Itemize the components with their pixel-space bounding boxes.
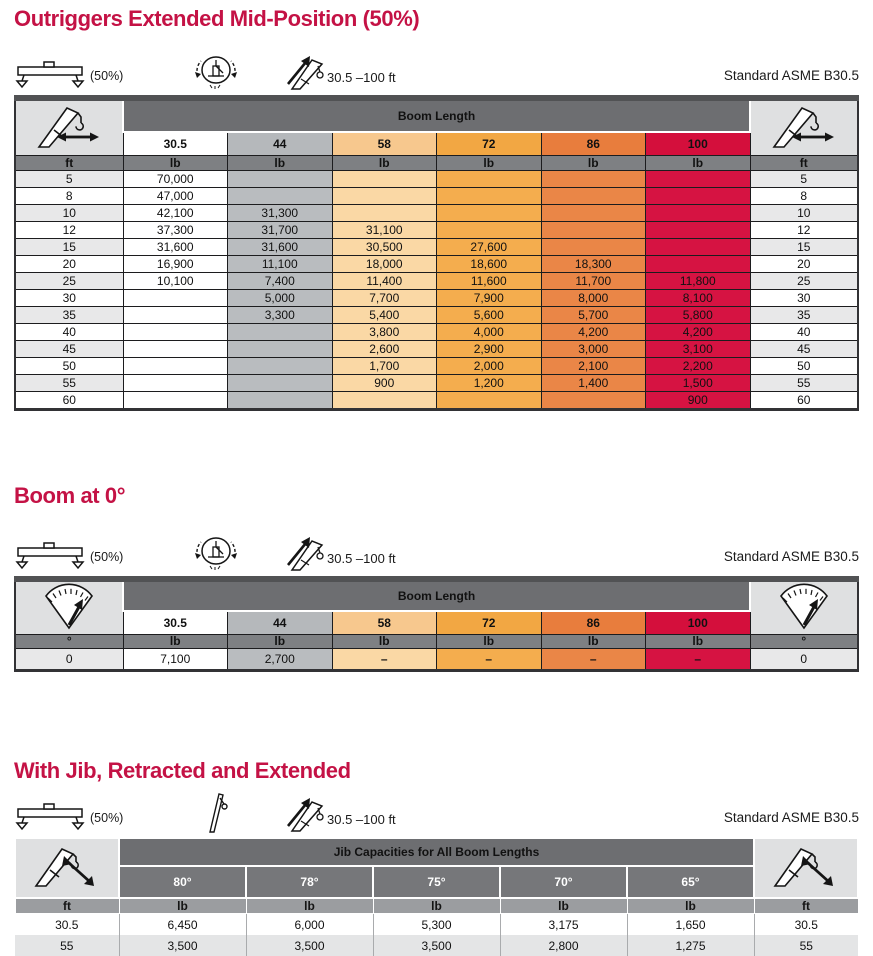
capacity-cell: 3,175 [500,914,627,936]
capacity-cell: 8,100 [646,290,751,307]
side-ft-cell: 55 [15,935,119,956]
side-ft-cell: 55 [15,375,123,392]
capacity-cell: 70,000 [123,171,228,188]
outrigger-percent-label: (50%) [90,550,124,564]
capacity-cell-empty [541,222,646,239]
side-ft-cell: 55 [750,375,858,392]
capacity-cell-empty [123,324,228,341]
side-ft-cell: 12 [750,222,858,239]
icon-strip [14,796,859,834]
side-unit-cell: ft [754,898,858,914]
capacity-cell-empty [228,324,333,341]
side-ft-cell: 40 [15,324,123,341]
outrigger-percent-label: (50%) [90,69,124,83]
outriggers-extended-icon [14,57,90,94]
capacity-cell-empty [437,222,542,239]
boom-range-label: 30.5 –100 ft [327,551,396,566]
capacity-cell-empty [228,188,333,205]
corner-boom-extend-icon [750,98,858,156]
column-header: 75° [373,866,500,898]
side-ft-cell: 15 [15,239,123,256]
side-ft-cell: 35 [750,307,858,324]
capacity-cell: 3,800 [332,324,437,341]
capacity-cell: 1,700 [332,358,437,375]
unit-cell: lb [123,635,228,649]
capacity-cell-empty [437,392,542,410]
boom-range-icon [282,54,328,97]
capacity-cell: 3,000 [541,341,646,358]
side-ft-cell: 45 [15,341,123,358]
unit-cell: lb [123,156,228,171]
capacity-cell: 27,600 [437,239,542,256]
side-ft-cell: 0 [15,649,123,671]
column-header: 72 [437,132,542,156]
corner-boom-angle-icon [750,579,858,635]
corner-boom-angle-icon [15,579,123,635]
capacity-table-mount [14,95,859,411]
capacity-cell: 4,200 [646,324,751,341]
capacity-cell: 3,500 [119,935,246,956]
column-header: 30.5 [123,611,228,635]
capacity-cell: 5,000 [228,290,333,307]
capacity-cell: 31,600 [123,239,228,256]
capacity-cell-empty [123,307,228,324]
unit-cell: lb [541,156,646,171]
section-boom-at-0 [14,411,859,672]
unit-cell: lb [373,898,500,914]
side-ft-cell: 5 [750,171,858,188]
load-chart-table [14,95,859,411]
unit-cell: lb [246,898,373,914]
section-with-jib [14,672,859,956]
capacity-cell: 1,650 [627,914,754,936]
side-ft-cell: 35 [15,307,123,324]
capacity-cell-empty [437,205,542,222]
capacity-cell: 11,800 [646,273,751,290]
standard-label: Standard ASME B30.5 [723,549,859,564]
capacity-cell: 5,700 [541,307,646,324]
capacity-cell-empty [541,171,646,188]
corner-boom-extend-icon [15,98,123,156]
capacity-cell: 2,100 [541,358,646,375]
capacity-cell-empty [541,239,646,256]
capacity-cell-empty [228,358,333,375]
side-ft-cell: 10 [15,205,123,222]
side-unit-cell: ° [750,635,858,649]
capacity-cell: 7,900 [437,290,542,307]
capacity-cell-empty [123,290,228,307]
side-ft-cell: 8 [750,188,858,205]
capacity-cell: 11,600 [437,273,542,290]
capacity-cell: 2,200 [646,358,751,375]
capacity-cell-empty [646,239,751,256]
side-ft-cell: 30.5 [15,914,119,936]
side-ft-cell: 0 [750,649,858,671]
capacity-cell: 3,100 [646,341,751,358]
capacity-cell-empty [646,188,751,205]
side-ft-cell: 30 [750,290,858,307]
column-header: 58 [332,611,437,635]
capacity-cell: 2,600 [332,341,437,358]
column-header: 100 [646,611,751,635]
side-ft-cell: 30.5 [754,914,858,936]
capacity-cell-empty [541,205,646,222]
section-outriggers-mid-position [14,0,859,411]
column-header: 44 [228,132,333,156]
capacity-cell: 31,300 [228,205,333,222]
capacity-cell: 900 [332,375,437,392]
side-unit-cell: ft [15,898,119,914]
capacity-cell: 7,400 [228,273,333,290]
column-header: 86 [541,611,646,635]
side-ft-cell: 55 [754,935,858,956]
capacity-cell: 2,900 [437,341,542,358]
table-band-header: Boom Length [123,579,750,611]
column-header: 58 [332,132,437,156]
capacity-cell: – [437,649,542,671]
side-ft-cell: 5 [15,171,123,188]
capacity-cell-empty [646,205,751,222]
capacity-cell: 11,400 [332,273,437,290]
capacity-cell-empty [332,392,437,410]
side-ft-cell: 40 [750,324,858,341]
capacity-cell: 31,100 [332,222,437,239]
capacity-cell: 18,300 [541,256,646,273]
capacity-cell: 3,500 [373,935,500,956]
unit-cell: lb [228,156,333,171]
capacity-cell: 3,300 [228,307,333,324]
capacity-cell: – [541,649,646,671]
side-unit-cell: ft [750,156,858,171]
capacity-cell-empty [123,341,228,358]
standard-label: Standard ASME B30.5 [723,68,859,83]
capacity-cell-empty [646,171,751,188]
capacity-cell: 30,500 [332,239,437,256]
column-header: 70° [500,866,627,898]
outriggers-extended-icon [14,799,90,836]
capacity-cell: 11,700 [541,273,646,290]
section-title: Boom at 0° [14,483,126,508]
capacity-cell: 5,800 [646,307,751,324]
capacity-cell: 7,100 [123,649,228,671]
jib-icon [202,788,232,839]
icon-strip [14,54,859,92]
swing-360-icon [192,535,240,576]
unit-cell: lb [627,898,754,914]
capacity-cell: 2,000 [437,358,542,375]
unit-cell: lb [119,898,246,914]
unit-cell: lb [228,635,333,649]
capacity-cell: 37,300 [123,222,228,239]
side-unit-cell: ° [15,635,123,649]
unit-cell: lb [646,156,751,171]
capacity-cell-empty [541,188,646,205]
capacity-cell: 1,200 [437,375,542,392]
capacity-cell: 5,400 [332,307,437,324]
capacity-table-mount [14,576,859,672]
capacity-cell: 6,000 [246,914,373,936]
capacity-cell: – [646,649,751,671]
capacity-cell: 7,700 [332,290,437,307]
capacity-cell: – [332,649,437,671]
unit-cell: lb [646,635,751,649]
side-ft-cell: 60 [15,392,123,410]
capacity-cell-empty [541,392,646,410]
column-header: 80° [119,866,246,898]
capacity-cell: 1,500 [646,375,751,392]
capacity-cell: 4,000 [437,324,542,341]
capacity-cell: 3,500 [246,935,373,956]
capacity-cell-empty [646,222,751,239]
side-ft-cell: 25 [15,273,123,290]
boom-range-icon [282,796,328,839]
capacity-cell-empty [646,256,751,273]
capacity-cell: 11,100 [228,256,333,273]
unit-cell: lb [437,635,542,649]
capacity-cell: 900 [646,392,751,410]
unit-cell: lb [541,635,646,649]
capacity-cell-empty [123,358,228,375]
capacity-cell: 1,400 [541,375,646,392]
side-ft-cell: 30 [15,290,123,307]
unit-cell: lb [332,156,437,171]
capacity-cell: 47,000 [123,188,228,205]
side-ft-cell: 25 [750,273,858,290]
capacity-cell: 5,300 [373,914,500,936]
side-ft-cell: 10 [750,205,858,222]
capacity-cell: 18,000 [332,256,437,273]
side-ft-cell: 20 [15,256,123,273]
side-ft-cell: 15 [750,239,858,256]
capacity-cell-empty [437,188,542,205]
column-header: 86 [541,132,646,156]
section-title: With Jib, Retracted and Extended [14,758,351,783]
capacity-cell-empty [228,375,333,392]
capacity-cell-empty [437,171,542,188]
standard-label: Standard ASME B30.5 [723,810,859,825]
unit-cell: lb [437,156,542,171]
outriggers-extended-icon [14,538,90,575]
outrigger-percent-label: (50%) [90,811,124,825]
capacity-cell: 4,200 [541,324,646,341]
capacity-cell-empty [228,341,333,358]
load-chart-table [14,576,859,672]
side-unit-cell: ft [15,156,123,171]
side-ft-cell: 8 [15,188,123,205]
boom-range-label: 30.5 –100 ft [327,812,396,827]
capacity-cell: 5,600 [437,307,542,324]
column-header: 72 [437,611,542,635]
capacity-cell-empty [228,392,333,410]
capacity-cell: 2,700 [228,649,333,671]
capacity-cell: 10,100 [123,273,228,290]
capacity-cell: 31,700 [228,222,333,239]
capacity-cell-empty [332,188,437,205]
side-ft-cell: 60 [750,392,858,410]
side-ft-cell: 20 [750,256,858,273]
boom-range-icon [282,535,328,578]
capacity-cell: 6,450 [119,914,246,936]
column-header: 30.5 [123,132,228,156]
capacity-cell: 2,800 [500,935,627,956]
capacity-cell: 31,600 [228,239,333,256]
icon-strip [14,535,859,573]
column-header: 44 [228,611,333,635]
side-ft-cell: 50 [750,358,858,375]
capacity-cell-empty [332,171,437,188]
capacity-table-mount [14,837,859,956]
capacity-cell: 42,100 [123,205,228,222]
capacity-cell-empty [123,392,228,410]
capacity-cell: 18,600 [437,256,542,273]
capacity-cell-empty [228,171,333,188]
column-header: 65° [627,866,754,898]
column-header: 100 [646,132,751,156]
capacity-cell-empty [332,205,437,222]
side-ft-cell: 12 [15,222,123,239]
table-band-header: Boom Length [123,98,750,132]
column-header: 78° [246,866,373,898]
section-title: Outriggers Extended Mid-Position (50%) [14,6,420,31]
swing-360-icon [192,54,240,95]
side-ft-cell: 50 [15,358,123,375]
boom-range-label: 30.5 –100 ft [327,70,396,85]
side-ft-cell: 45 [750,341,858,358]
unit-cell: lb [332,635,437,649]
capacity-cell: 16,900 [123,256,228,273]
load-chart-table [14,837,859,956]
capacity-cell: 1,275 [627,935,754,956]
unit-cell: lb [500,898,627,914]
corner-jib-angle-icon [754,838,858,898]
capacity-cell: 8,000 [541,290,646,307]
capacity-cell-empty [123,375,228,392]
table-band-header: Jib Capacities for All Boom Lengths [119,838,754,866]
corner-jib-angle-icon [15,838,119,898]
